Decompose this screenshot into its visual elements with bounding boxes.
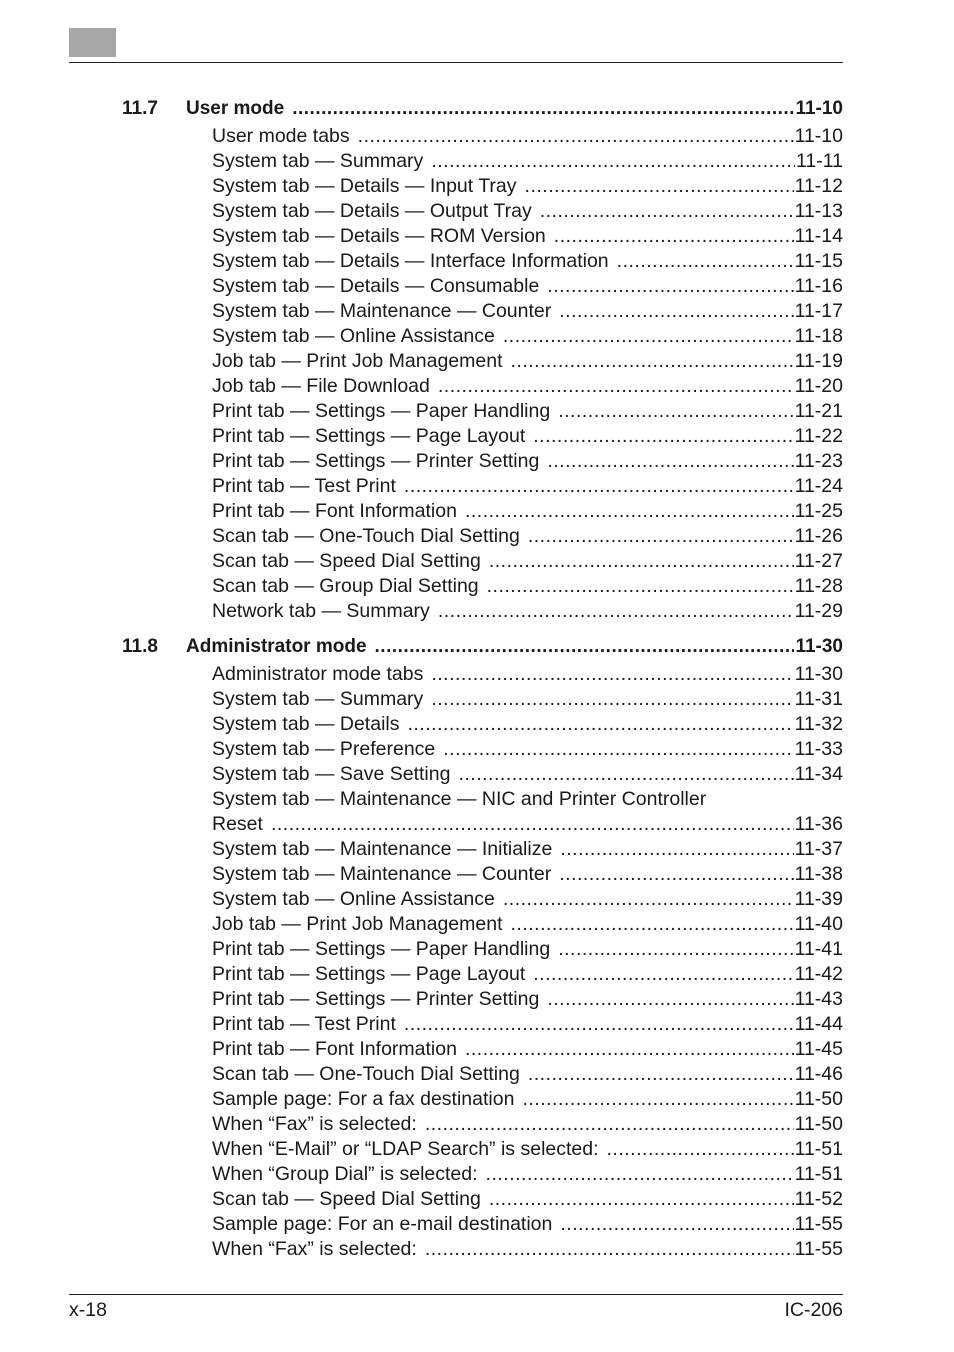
dot-leader (559, 299, 793, 324)
dot-leader (558, 399, 793, 424)
toc-entry-page: 11-38 (794, 863, 843, 885)
toc-entry-page: 11-16 (794, 275, 843, 297)
dot-leader (540, 199, 794, 224)
toc-entry-label: System tab — Summary (212, 688, 424, 710)
toc-entry-label: System tab — Online Assistance (212, 325, 495, 347)
dot-leader (547, 449, 793, 474)
toc-entry[interactable] (212, 862, 843, 887)
section-heading-row (186, 97, 843, 121)
dot-leader (358, 124, 794, 149)
toc-entry-label: User mode tabs (212, 125, 350, 147)
toc-entry-page: 11-27 (794, 550, 843, 572)
toc-entry[interactable] (212, 812, 843, 837)
toc-entry[interactable] (212, 549, 843, 574)
toc-entry[interactable] (212, 887, 843, 912)
toc-entry[interactable] (212, 1162, 843, 1187)
toc-entry[interactable] (212, 499, 843, 524)
section-heading[interactable] (122, 97, 843, 121)
toc-entry[interactable] (212, 174, 843, 199)
toc-entry-label: When “Group Dial” is selected: (212, 1163, 478, 1185)
toc-entry[interactable] (212, 662, 843, 687)
toc-entry[interactable] (212, 199, 843, 224)
toc-entry[interactable] (212, 274, 843, 299)
dot-leader (511, 912, 794, 937)
toc-entry-page: 11-13 (794, 200, 843, 222)
toc-entry[interactable] (212, 399, 843, 424)
toc-entry[interactable] (212, 762, 843, 787)
toc-entry[interactable] (212, 299, 843, 324)
dot-leader (271, 812, 794, 837)
toc-entry-page: 11-32 (794, 713, 843, 735)
dot-leader (486, 1162, 794, 1187)
toc-entry-page: 11-36 (794, 813, 843, 835)
dot-leader (533, 962, 793, 987)
section-page-number: 11-10 (795, 98, 843, 119)
toc-entry[interactable] (212, 524, 843, 549)
dot-leader (431, 687, 793, 712)
toc-entry-page: 11-50 (794, 1113, 843, 1135)
toc-entry-page: 11-24 (794, 475, 843, 497)
toc-entry[interactable] (212, 449, 843, 474)
toc-entry[interactable] (212, 424, 843, 449)
toc-entry[interactable] (212, 912, 843, 937)
chapter-tab-marker (69, 28, 116, 57)
toc-entry[interactable] (212, 1137, 843, 1162)
toc-entry-page: 11-21 (794, 400, 843, 422)
section-page-number: 11-30 (795, 636, 843, 657)
toc-entry-page: 11-37 (794, 838, 843, 860)
footer-model-name: IC-206 (784, 1299, 843, 1321)
toc-entry-label: System tab — Preference (212, 738, 436, 760)
toc-entry-page: 11-26 (794, 525, 843, 547)
toc-entry-label: Print tab — Test Print (212, 475, 396, 497)
toc-entry-label: Job tab — File Download (212, 375, 430, 397)
toc-entry-label: System tab — Summary (212, 150, 424, 172)
toc-entry-label: Administrator mode tabs (212, 663, 424, 685)
toc-entry-page: 11-41 (794, 938, 843, 960)
toc-entry-label: System tab — Details — Interface Information (212, 250, 609, 272)
toc-entry-label: When “Fax” is selected: (212, 1113, 417, 1135)
toc-entry-page: 11-14 (794, 225, 843, 247)
toc-entry-label: System tab — Details — ROM Version (212, 225, 546, 247)
toc-entry[interactable] (212, 374, 843, 399)
toc-entry-label: System tab — Maintenance — NIC and Printer Controller (212, 788, 707, 810)
dot-leader (547, 274, 793, 299)
dot-leader (458, 762, 793, 787)
toc-entry-label: System tab — Maintenance — Initialize (212, 838, 553, 860)
toc-entry[interactable] (212, 1087, 843, 1112)
toc-entry[interactable] (212, 962, 843, 987)
toc-entry-page: 11-34 (794, 763, 843, 785)
dot-leader (560, 1212, 793, 1237)
dot-leader (559, 862, 793, 887)
toc-entry-label: System tab — Details — Input Tray (212, 175, 517, 197)
toc-entry-page: 11-51 (794, 1138, 843, 1160)
dot-leader (431, 149, 795, 174)
toc-entry-label: Print tab — Settings — Page Layout (212, 963, 526, 985)
toc-entry-label: Print tab — Font Information (212, 1038, 457, 1060)
toc-entry-page: 11-30 (794, 663, 843, 685)
toc-entry-page: 11-52 (794, 1188, 843, 1210)
toc-entry[interactable] (212, 599, 843, 624)
toc-entry-page: 11-39 (794, 888, 843, 910)
toc-entry-label: Sample page: For a fax destination (212, 1088, 515, 1110)
dot-leader (522, 1087, 793, 1112)
toc-entry[interactable] (212, 987, 843, 1012)
toc-entry-page: 11-33 (794, 738, 843, 760)
toc-entry-label: Print tab — Settings — Printer Setting (212, 988, 540, 1010)
dot-leader (425, 1237, 794, 1262)
dot-leader (554, 224, 794, 249)
toc-entry-page: 11-44 (794, 1013, 843, 1035)
toc-entry-label: Print tab — Settings — Paper Handling (212, 400, 551, 422)
footer-page-number: x-18 (69, 1299, 107, 1321)
footer-divider (69, 1294, 843, 1295)
dot-leader (292, 97, 794, 121)
toc-entry-page: 11-42 (794, 963, 843, 985)
toc-entry[interactable] (212, 349, 843, 374)
toc-entry-label: Print tab — Settings — Paper Handling (212, 938, 551, 960)
toc-entry-page: 11-17 (794, 300, 843, 322)
toc-entry[interactable] (212, 687, 843, 712)
dot-leader (487, 574, 794, 599)
dot-leader (443, 737, 793, 762)
toc-entry-label: System tab — Online Assistance (212, 888, 495, 910)
toc-entry-page: 11-28 (794, 575, 843, 597)
toc-entry-label: Scan tab — Speed Dial Setting (212, 550, 481, 572)
toc-entry-label: Network tab — Summary (212, 600, 430, 622)
toc-entry-label: When “Fax” is selected: (212, 1238, 417, 1260)
dot-leader (465, 499, 794, 524)
toc-entry[interactable] (212, 1212, 843, 1237)
toc-entry-page: 11-12 (794, 175, 843, 197)
toc-entry-page: 11-18 (794, 325, 843, 347)
toc-entry[interactable] (212, 324, 843, 349)
dot-leader (533, 424, 793, 449)
toc-entry[interactable] (212, 1237, 843, 1262)
dot-leader (425, 1112, 794, 1137)
dot-leader (525, 174, 794, 199)
dot-leader (607, 1137, 794, 1162)
toc-entry-label: Print tab — Settings — Printer Setting (212, 450, 540, 472)
toc-entry-page: 11-45 (794, 1038, 843, 1060)
toc-entry[interactable] (212, 124, 843, 149)
toc-entry[interactable] (212, 937, 843, 962)
toc-entry[interactable] (212, 224, 843, 249)
toc-entry-label: Scan tab — One-Touch Dial Setting (212, 525, 520, 547)
toc-entry[interactable] (212, 837, 843, 862)
toc-entry[interactable] (212, 149, 843, 174)
toc-entry-page: 11-29 (794, 600, 843, 622)
section-title: Administrator mode (186, 636, 367, 657)
dot-leader (560, 837, 793, 862)
toc-entry-label: Sample page: For an e-mail destination (212, 1213, 553, 1235)
toc-entry-page: 11-55 (794, 1238, 843, 1260)
toc-entry-page: 11-25 (794, 500, 843, 522)
toc-entry-label: Print tab — Font Information (212, 500, 457, 522)
toc-entry-label: Job tab — Print Job Management (212, 913, 503, 935)
toc-entry[interactable] (212, 737, 843, 762)
toc-entry-label: Scan tab — Group Dial Setting (212, 575, 479, 597)
dot-leader (404, 1012, 794, 1037)
toc-entry[interactable] (212, 574, 843, 599)
toc-entry-label: System tab — Maintenance — Counter (212, 863, 552, 885)
dot-leader (503, 887, 794, 912)
dot-leader (489, 1187, 794, 1212)
toc-entry-page: 11-43 (794, 988, 843, 1010)
toc-entry-label: When “E-Mail” or “LDAP Search” is selected: (212, 1138, 599, 1160)
toc-entry-label: System tab — Maintenance — Counter (212, 300, 552, 322)
header-divider (69, 62, 843, 63)
toc-entry[interactable] (212, 787, 843, 812)
toc-entry[interactable] (212, 1187, 843, 1212)
section-number: 11.8 (122, 636, 158, 657)
toc-entry-page: 11-40 (794, 913, 843, 935)
section-number: 11.7 (122, 98, 158, 119)
section-title: User mode (186, 98, 285, 119)
toc-entry[interactable] (212, 474, 843, 499)
toc-entry-label: Job tab — Print Job Management (212, 350, 503, 372)
toc-entry-page: 11-15 (794, 250, 843, 272)
toc-entry-page: 11-46 (794, 1063, 843, 1085)
toc-entry-label: Print tab — Test Print (212, 1013, 396, 1035)
dot-leader (489, 549, 794, 574)
toc-entry-page: 11-55 (794, 1213, 843, 1235)
dot-leader (503, 324, 794, 349)
dot-leader (465, 1037, 794, 1062)
toc-entry-page: 11-11 (796, 150, 843, 172)
toc-entry-page: 11-23 (794, 450, 843, 472)
dot-leader (407, 712, 793, 737)
dot-leader (438, 599, 794, 624)
toc-entry-page: 11-50 (794, 1088, 843, 1110)
toc-entry-page: 11-20 (794, 375, 843, 397)
toc-entry[interactable] (212, 712, 843, 737)
toc-entry-label: Reset (212, 813, 263, 835)
dot-leader (511, 349, 794, 374)
toc-entry[interactable] (212, 1037, 843, 1062)
toc-entry-label: Scan tab — One-Touch Dial Setting (212, 1063, 520, 1085)
section-heading[interactable] (122, 635, 843, 659)
toc-entry-label: Print tab — Settings — Page Layout (212, 425, 526, 447)
toc-entry-label: System tab — Details — Consumable (212, 275, 540, 297)
toc-entry-label: Scan tab — Speed Dial Setting (212, 1188, 481, 1210)
dot-leader (438, 374, 794, 399)
dot-leader (528, 524, 794, 549)
dot-leader (431, 662, 793, 687)
toc-entry-page: 11-51 (794, 1163, 843, 1185)
toc-entry[interactable] (212, 249, 843, 274)
toc-entry-page: 11-22 (794, 425, 843, 447)
dot-leader (558, 937, 793, 962)
toc-entry[interactable] (212, 1112, 843, 1137)
toc-entry-page: 11-19 (794, 350, 843, 372)
toc-entry-page: 11-10 (794, 125, 843, 147)
toc-entry-label: System tab — Details (212, 713, 400, 735)
section-heading-row (186, 635, 843, 659)
dot-leader (528, 1062, 794, 1087)
toc-entry-label: System tab — Save Setting (212, 763, 451, 785)
toc-entry[interactable] (212, 1012, 843, 1037)
toc-entry-page: 11-31 (794, 688, 843, 710)
dot-leader (404, 474, 794, 499)
dot-leader (617, 249, 794, 274)
dot-leader (375, 635, 795, 659)
toc-entry[interactable] (212, 1062, 843, 1087)
toc-entry-label: System tab — Details — Output Tray (212, 200, 532, 222)
dot-leader (547, 987, 793, 1012)
